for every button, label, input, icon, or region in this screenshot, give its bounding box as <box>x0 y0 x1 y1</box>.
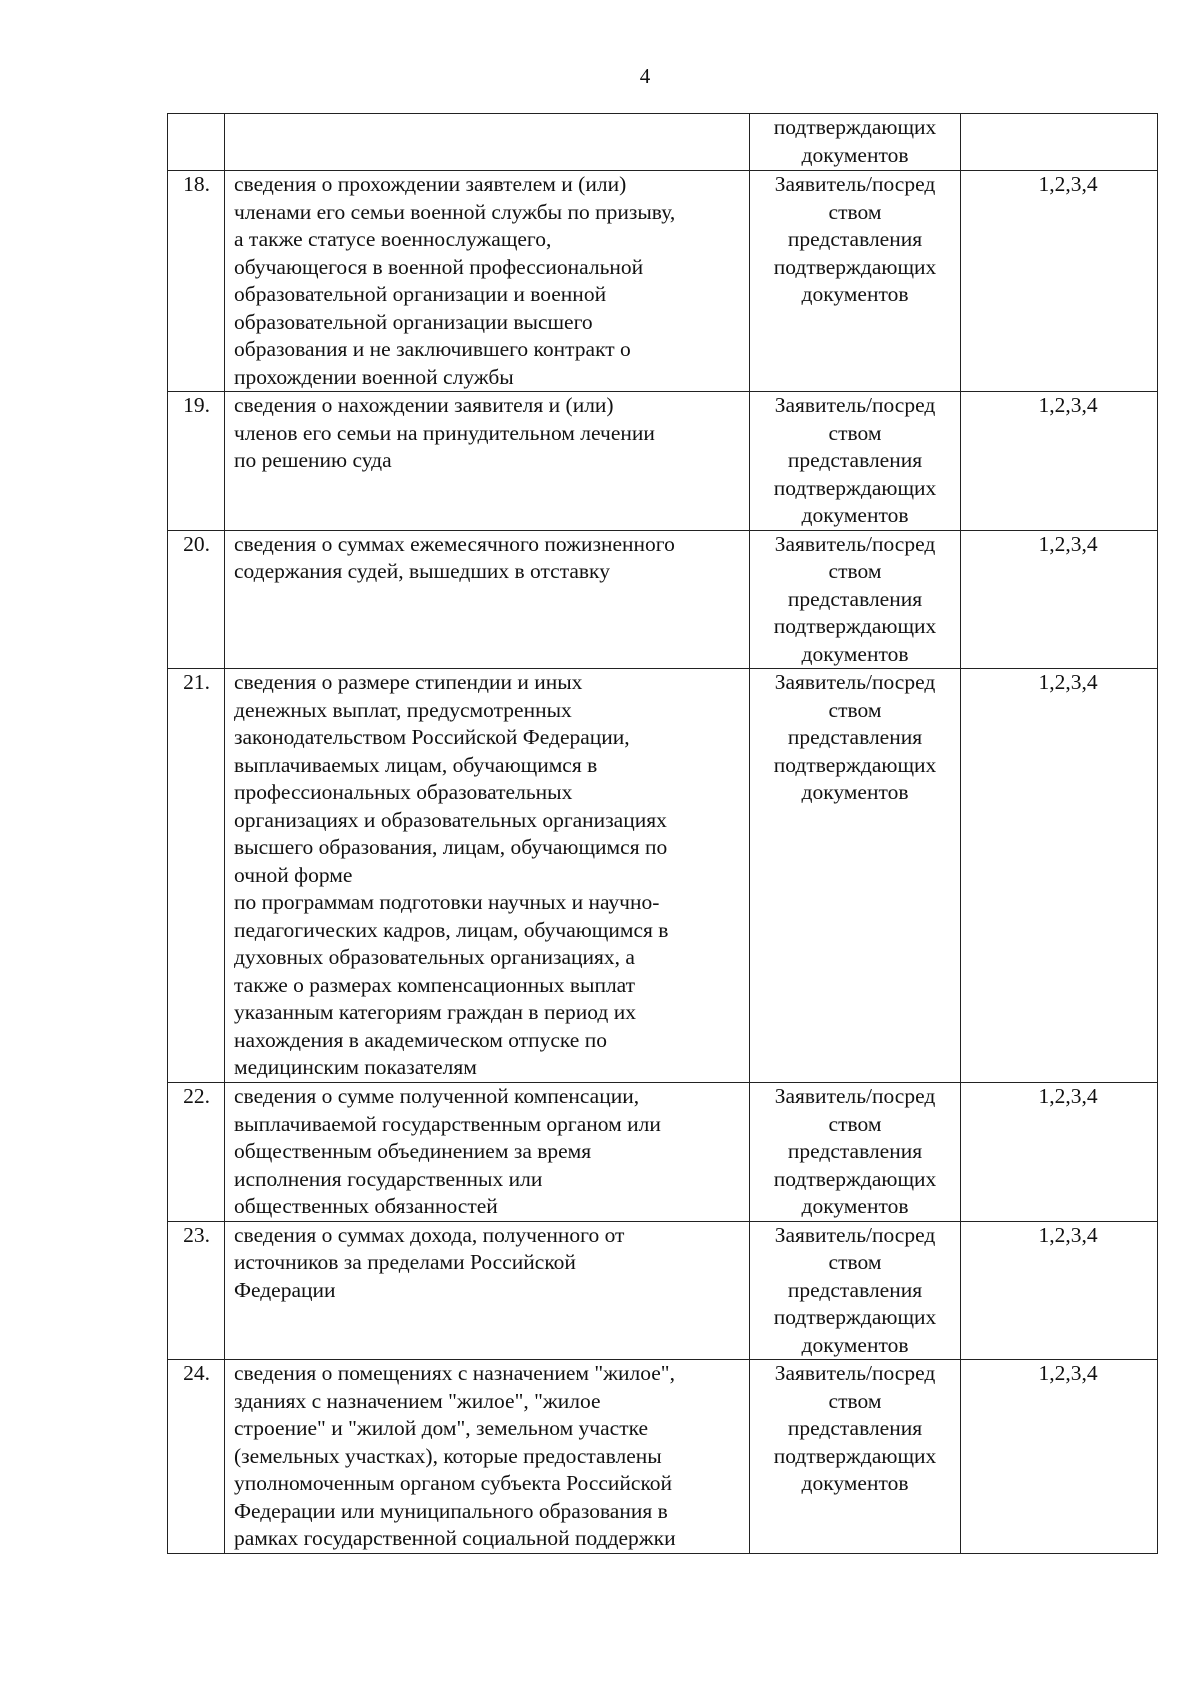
row-codes-cell: 1,2,3,4 <box>961 1221 1158 1360</box>
source-line: Заявитель/посред <box>774 531 936 556</box>
description-line: источников за пределами Российской <box>234 1250 576 1274</box>
row-codes-cell: 1,2,3,4 <box>961 1360 1158 1554</box>
source-line: документов <box>801 1471 909 1495</box>
row-number-cell: 19. <box>168 392 225 531</box>
description-line: содержания судей, вышедших в отставку <box>234 559 610 583</box>
source-line: документов <box>801 1332 909 1357</box>
source-line: представления <box>787 1277 923 1302</box>
description-line: по программам подготовки научных и научно- <box>234 890 660 914</box>
description-line: образовательной организации и военной <box>234 282 607 306</box>
description-line: образования и не заключившего контракт о <box>234 337 631 361</box>
source-line: документов <box>801 1194 909 1218</box>
row-source-cell <box>750 114 961 171</box>
row-number-cell <box>168 114 225 171</box>
description-line: педагогических кадров, лицам, обучающимся в <box>234 917 669 942</box>
source-line: ством <box>828 559 882 583</box>
source-line: ством <box>828 1111 882 1136</box>
source-line: документов <box>801 641 909 666</box>
description-line: профессиональных образовательных <box>234 780 573 804</box>
description-line: очной форме <box>234 862 353 887</box>
row-codes-cell <box>961 114 1158 171</box>
source-line: Заявитель/посред <box>774 393 936 417</box>
description-line: медицинским показателям <box>234 1055 477 1079</box>
description-line: членов его семьи на принудительном лечении <box>234 420 655 445</box>
source-line: документов <box>801 780 909 804</box>
description-line: также о размерах компенсационных выплат <box>234 972 636 997</box>
row-source-cell <box>750 669 961 1083</box>
source-line: Заявитель/посред <box>774 1222 936 1247</box>
description-line: (земельных участках), которые предоставлены <box>234 1443 662 1468</box>
table-row <box>168 1360 1158 1554</box>
source-line: подтверждающих <box>773 115 937 139</box>
description-line: уполномоченным органом субъекта Российской <box>234 1471 673 1495</box>
source-line: ством <box>828 420 882 445</box>
source-line: подтверждающих <box>773 254 937 279</box>
description-line: сведения о помещениях с назначением "жилое", <box>234 1361 675 1385</box>
source-line: представления <box>787 586 923 611</box>
row-number-cell: 21. <box>168 669 225 1083</box>
source-line: представления <box>787 227 923 251</box>
table-row-continued <box>168 114 1158 171</box>
source-line: документов <box>801 282 909 306</box>
description-line: выплачиваемой государственным органом или <box>234 1111 661 1136</box>
row-number-cell: 20. <box>168 530 225 669</box>
source-line: подтверждающих <box>773 614 937 638</box>
row-source-cell <box>750 1083 961 1222</box>
description-line: духовных образовательных организациях, а <box>234 945 635 969</box>
row-codes-cell: 1,2,3,4 <box>961 530 1158 669</box>
description-line: денежных выплат, предусмотренных <box>234 697 572 722</box>
description-line: строение" и "жилой дом", земельном участке <box>234 1416 649 1440</box>
row-codes-cell: 1,2,3,4 <box>961 1083 1158 1222</box>
source-line: представления <box>787 725 923 749</box>
row-description-cell <box>225 1083 750 1222</box>
source-line: ством <box>828 697 882 722</box>
source-line: подтверждающих <box>773 1166 937 1191</box>
source-line: представления <box>787 1139 923 1163</box>
row-description-cell <box>225 171 750 392</box>
table-row <box>168 669 1158 1083</box>
row-description-cell <box>225 1221 750 1360</box>
row-source-cell <box>750 530 961 669</box>
row-source-cell <box>750 1360 961 1554</box>
description-line: рамках государственной социальной поддержки <box>234 1526 676 1550</box>
page-number: 4 <box>639 64 651 88</box>
row-source-cell <box>750 1221 961 1360</box>
source-line: документов <box>801 142 909 167</box>
source-line: ством <box>828 199 882 224</box>
description-line: зданиях с назначением "жилое", "жилое <box>234 1388 601 1413</box>
row-source-cell <box>750 171 961 392</box>
source-line: подтверждающих <box>773 1305 937 1329</box>
description-line: сведения о суммах дохода, полученного от <box>234 1222 625 1247</box>
source-line: Заявитель/посред <box>774 172 936 196</box>
row-description-cell <box>225 392 750 531</box>
table-row <box>168 392 1158 531</box>
row-codes-cell: 1,2,3,4 <box>961 392 1158 531</box>
source-line: подтверждающих <box>773 752 937 777</box>
table-body <box>168 114 1158 1554</box>
source-line: Заявитель/посред <box>774 670 936 694</box>
table-row <box>168 530 1158 669</box>
table-row <box>168 171 1158 392</box>
description-line: сведения о сумме полученной компенсации, <box>234 1084 640 1108</box>
source-line: подтверждающих <box>773 475 937 500</box>
row-codes-cell: 1,2,3,4 <box>961 669 1158 1083</box>
row-number-cell: 24. <box>168 1360 225 1554</box>
description-line: общественным объединением за время <box>234 1139 592 1163</box>
description-line: обучающегося в военной профессиональной <box>234 254 644 279</box>
description-line: законодательством Российской Федерации, <box>234 725 630 749</box>
description-line: выплачиваемых лицам, обучающимся в <box>234 752 598 777</box>
description-line: Федерации или муниципального образования в <box>234 1498 668 1523</box>
description-line: указанным категориям граждан в период их <box>234 1000 636 1024</box>
source-line: Заявитель/посред <box>774 1084 936 1108</box>
source-line: ством <box>828 1250 882 1274</box>
table-row <box>168 1221 1158 1360</box>
description-line: исполнения государственных или <box>234 1166 543 1191</box>
source-line: Заявитель/посред <box>774 1361 936 1385</box>
description-line: прохождении военной службы <box>234 364 514 389</box>
description-line: членами его семьи военной службы по призыву, <box>234 199 676 224</box>
description-line: сведения о размере стипендии и иных <box>234 670 583 694</box>
row-description-cell <box>225 669 750 1083</box>
source-line: документов <box>801 503 909 527</box>
row-number-cell: 18. <box>168 171 225 392</box>
source-line: подтверждающих <box>773 1443 937 1468</box>
row-number-cell: 23. <box>168 1221 225 1360</box>
description-line: а также статусе военнослужащего, <box>234 227 552 251</box>
description-line: организациях и образовательных организациях <box>234 807 667 832</box>
source-line: представления <box>787 448 923 472</box>
documents-table <box>167 113 1158 1554</box>
description-line: высшего образования, лицам, обучающимся по <box>234 835 668 859</box>
source-line: представления <box>787 1416 923 1440</box>
row-codes-cell: 1,2,3,4 <box>961 171 1158 392</box>
description-line: общественных обязанностей <box>234 1194 498 1218</box>
row-description-cell <box>225 1360 750 1554</box>
description-line: образовательной организации высшего <box>234 309 593 334</box>
description-line: нахождения в академическом отпуске по <box>234 1027 607 1052</box>
description-line: сведения о прохождении заявтелем и (или) <box>234 172 627 196</box>
source-line: ством <box>828 1388 882 1413</box>
row-source-cell <box>750 392 961 531</box>
row-number-cell: 22. <box>168 1083 225 1222</box>
description-line: сведения о нахождении заявителя и (или) <box>234 393 614 417</box>
table-row <box>168 1083 1158 1222</box>
row-description-cell <box>225 530 750 669</box>
description-line: по решению суда <box>234 448 392 472</box>
description-line: сведения о суммах ежемесячного пожизненного <box>234 531 675 556</box>
description-line: Федерации <box>234 1277 336 1302</box>
row-description-cell <box>225 114 750 171</box>
